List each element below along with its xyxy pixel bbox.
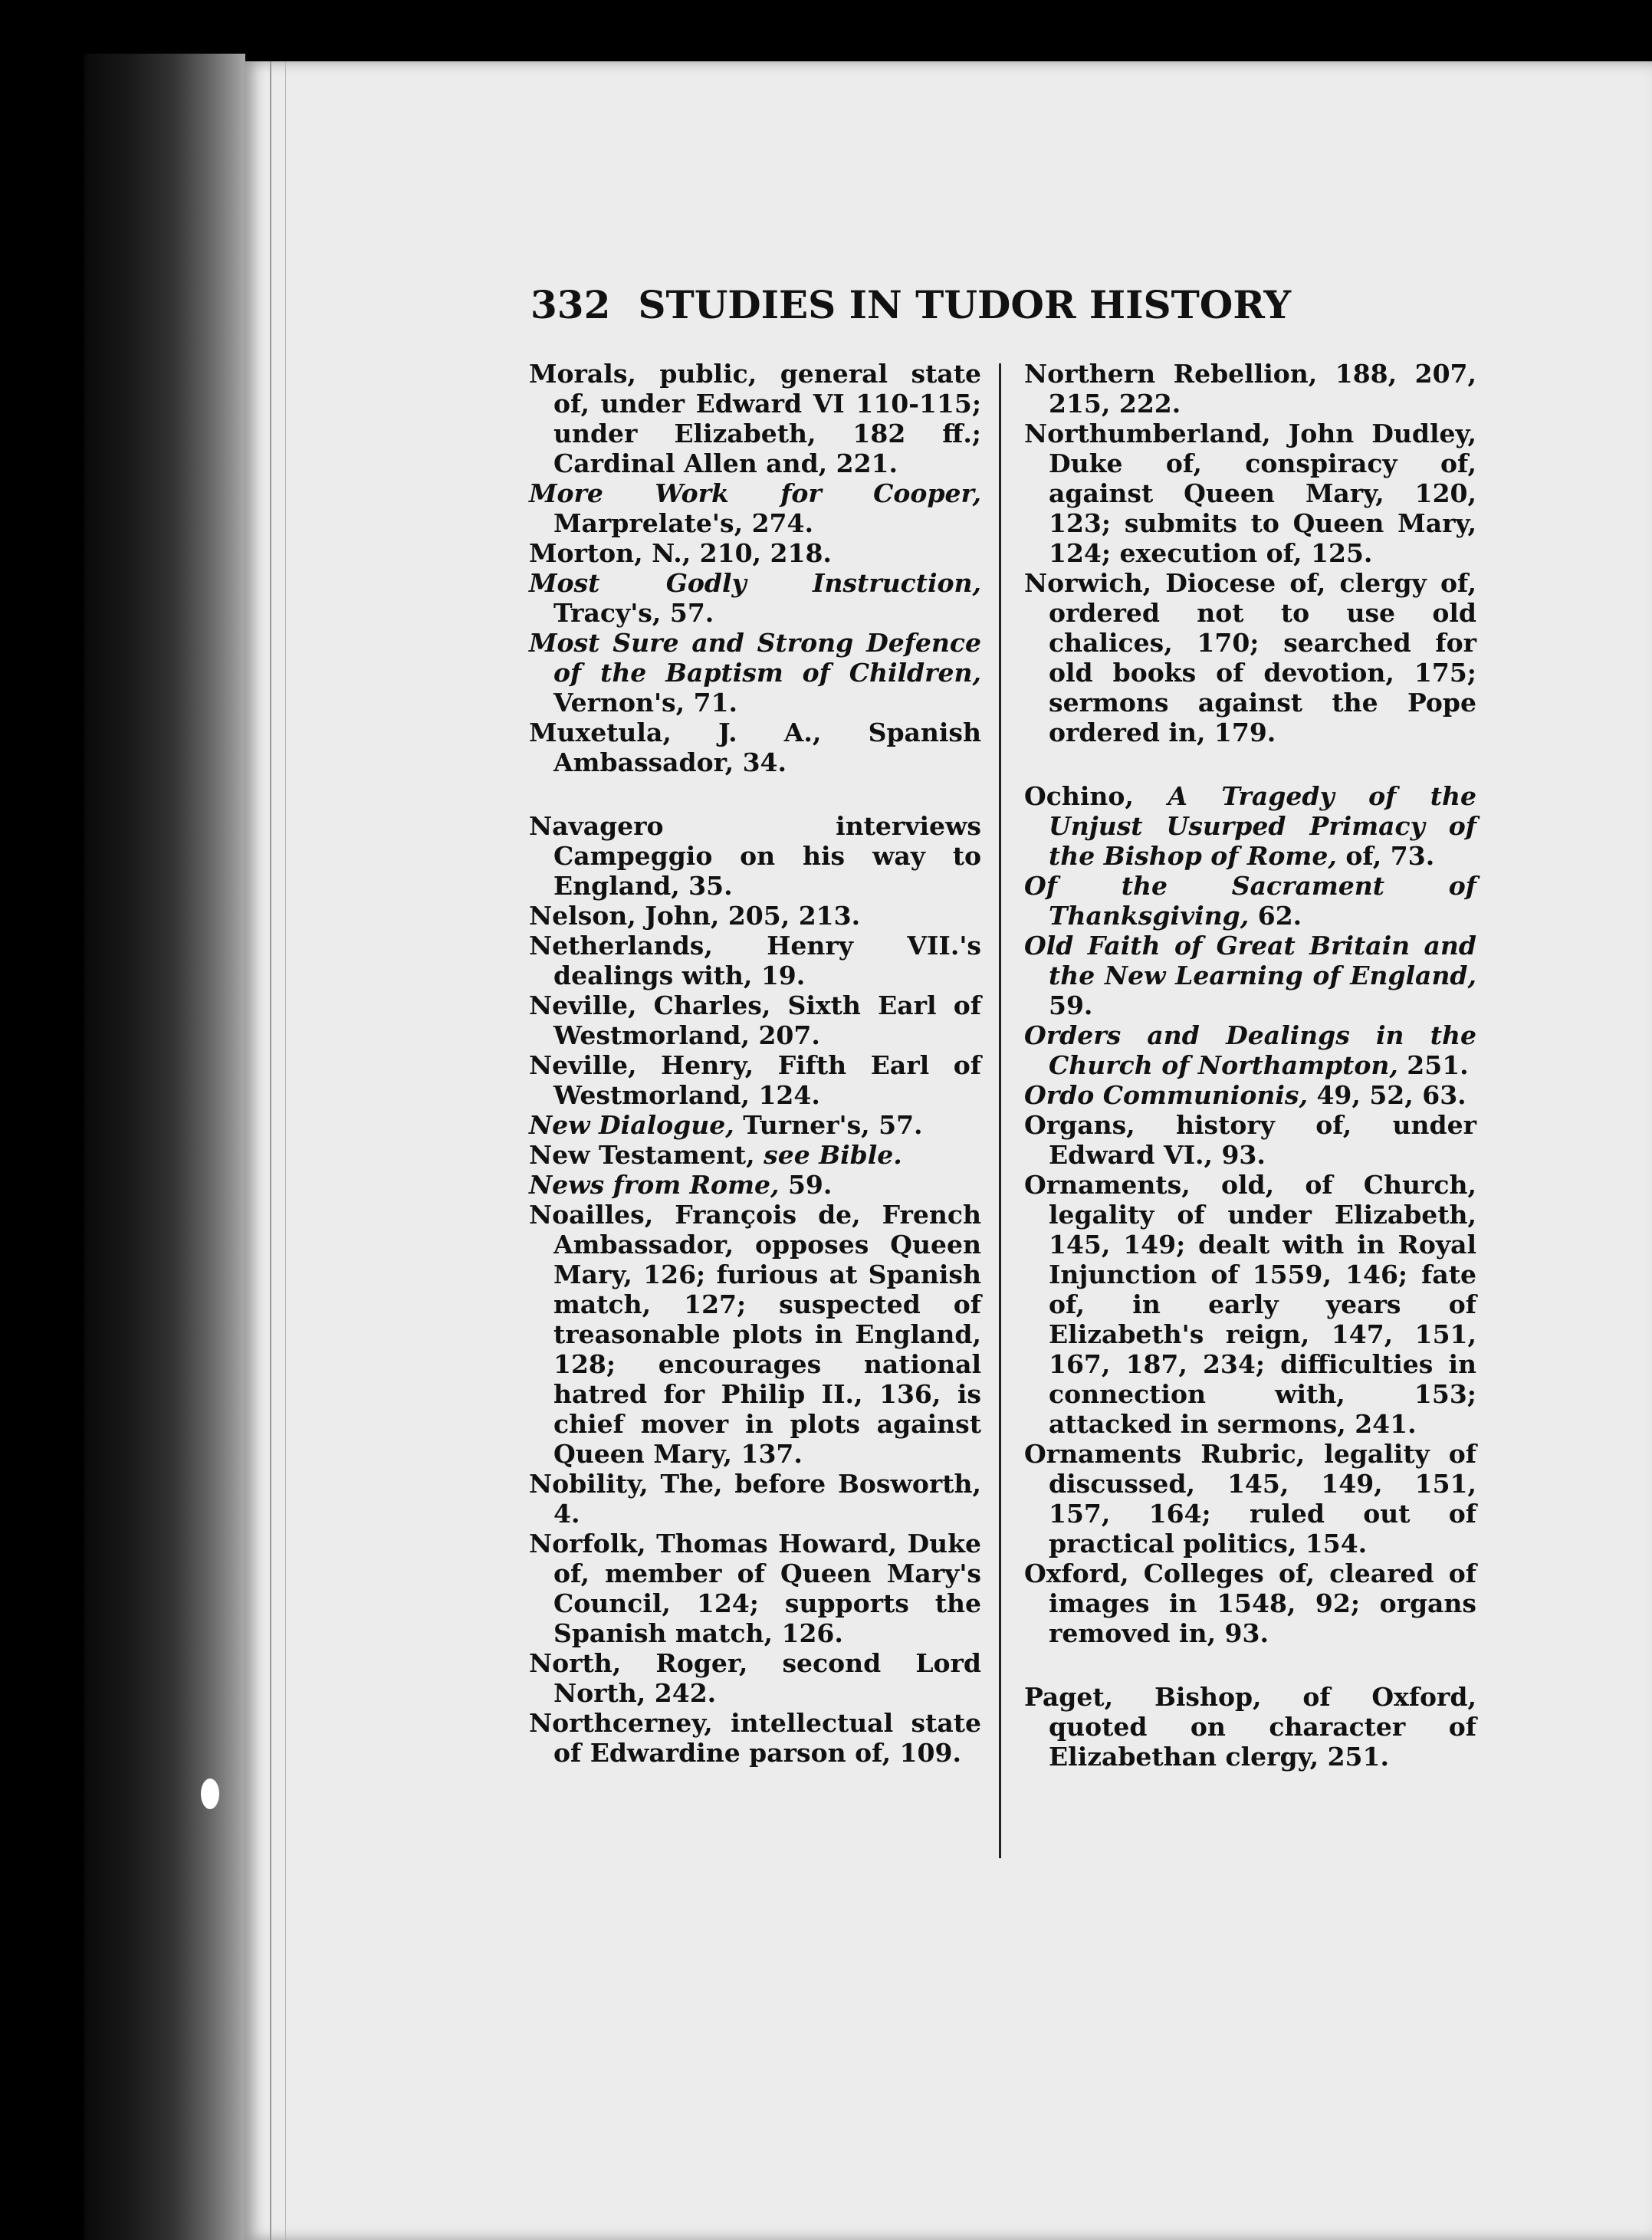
index-entry: Oxford, Colleges of, cleared of images in 1548, 92; organs removed in, 93.: [1024, 1558, 1476, 1648]
index-entry: Old Faith of Great Britain and the New Learning of England, 59.: [1024, 931, 1476, 1020]
book-title: STUDIES IN TUDOR HISTORY: [638, 282, 1292, 327]
section-gap: [1024, 747, 1476, 781]
index-entry: Nelson, John, 205, 213.: [529, 901, 861, 931]
page-edge-line: [270, 61, 271, 2240]
index-entry: Most Sure and Strong Defence of the Baptism of Children, Vernon's, 71.: [529, 628, 981, 718]
index-entry: Morals, public, general state of, under Edward VI 110-115; under Elizabeth, 182 ff.; Cardinal Allen and, 221.: [529, 359, 981, 478]
page-number: 332: [530, 282, 611, 327]
index-entry: Norfolk, Thomas Howard, Duke of, member of Queen Mary's Council, 124; supports the Spanish match, 126.: [529, 1529, 981, 1648]
index-entry: Morton, N., 210, 218.: [529, 538, 832, 568]
scan-speck: [201, 1779, 219, 1809]
index-entry: Northcerney, intellectual state of Edwardine parson of, 109.: [529, 1708, 981, 1768]
book-spine: [84, 54, 245, 2240]
index-entry: Orders and Dealings in the Church of Northampton, 251.: [1024, 1020, 1476, 1080]
index-entry: New Testament, see Bible.: [529, 1140, 902, 1170]
index-entry: Of the Sacrament of Thanksgiving, 62.: [1024, 871, 1476, 931]
index-entry: Muxetula, J. A., Spanish Ambassador, 34.: [529, 718, 981, 777]
index-entry: Norwich, Diocese of, clergy of, ordered not to use old chalices, 170; searched for old books of devotion, 175; sermons against the Pope ordered in, 179.: [1024, 568, 1476, 747]
index-column-left: [529, 359, 981, 1768]
index-entry: Netherlands, Henry VII.'s dealings with, 19.: [529, 931, 981, 990]
index-entry: Organs, history of, under Edward VI., 93.: [1024, 1110, 1476, 1170]
column-divider: [999, 363, 1001, 1858]
section-gap: [1024, 1648, 1476, 1682]
index-entry: Ornaments Rubric, legality of discussed, 145, 149, 151, 157, 164; ruled out of practical politics, 154.: [1024, 1439, 1476, 1558]
index-entry: Nobility, The, before Bosworth, 4.: [529, 1469, 981, 1529]
page-edge-line: [285, 61, 286, 2240]
index-entry: Navagero interviews Campeggio on his way to England, 35.: [529, 811, 981, 901]
index-entry: Ornaments, old, of Church, legality of under Elizabeth, 145, 149; dealt with in Royal Injunction of 1559, 146; fate of, in early years of Elizabeth's reign, 147, 151, 167, 187, 234; difficulties in connection with, 153; attacked in sermons, 241.: [1024, 1170, 1476, 1439]
section-gap: [529, 777, 981, 811]
index-entry: News from Rome, 59.: [529, 1170, 833, 1200]
index-column-right: [1024, 359, 1476, 1772]
index-entry: Noailles, François de, French Ambassador, opposes Queen Mary, 126; furious at Spanish match, 127; suspected of treasonable plots in England, 128; encourages national hatred for Philip II., 136, is chief mover in plots against Queen Mary, 137.: [529, 1200, 981, 1469]
index-entry: Neville, Henry, Fifth Earl of Westmorland, 124.: [529, 1050, 981, 1110]
index-entry: Ochino, A Tragedy of the Unjust Usurped Primacy of the Bishop of Rome, of, 73.: [1024, 781, 1476, 871]
index-entry: Ordo Communionis, 49, 52, 63.: [1024, 1080, 1466, 1110]
index-entry: North, Roger, second Lord North, 242.: [529, 1648, 981, 1708]
index-entry: Neville, Charles, Sixth Earl of Westmorland, 207.: [529, 990, 981, 1050]
index-entry: More Work for Cooper, Marprelate's, 274.: [529, 478, 981, 538]
index-entry: Northumberland, John Dudley, Duke of, conspiracy of, against Queen Mary, 120, 123; submits to Queen Mary, 124; execution of, 125.: [1024, 419, 1476, 568]
index-entry: Paget, Bishop, of Oxford, quoted on character of Elizabethan clergy, 251.: [1024, 1682, 1476, 1772]
index-entry: Most Godly Instruction, Tracy's, 57.: [529, 568, 981, 628]
index-entry: Northern Rebellion, 188, 207, 215, 222.: [1024, 359, 1476, 419]
running-head: [530, 282, 1343, 343]
index-entry: New Dialogue, Turner's, 57.: [529, 1110, 923, 1140]
